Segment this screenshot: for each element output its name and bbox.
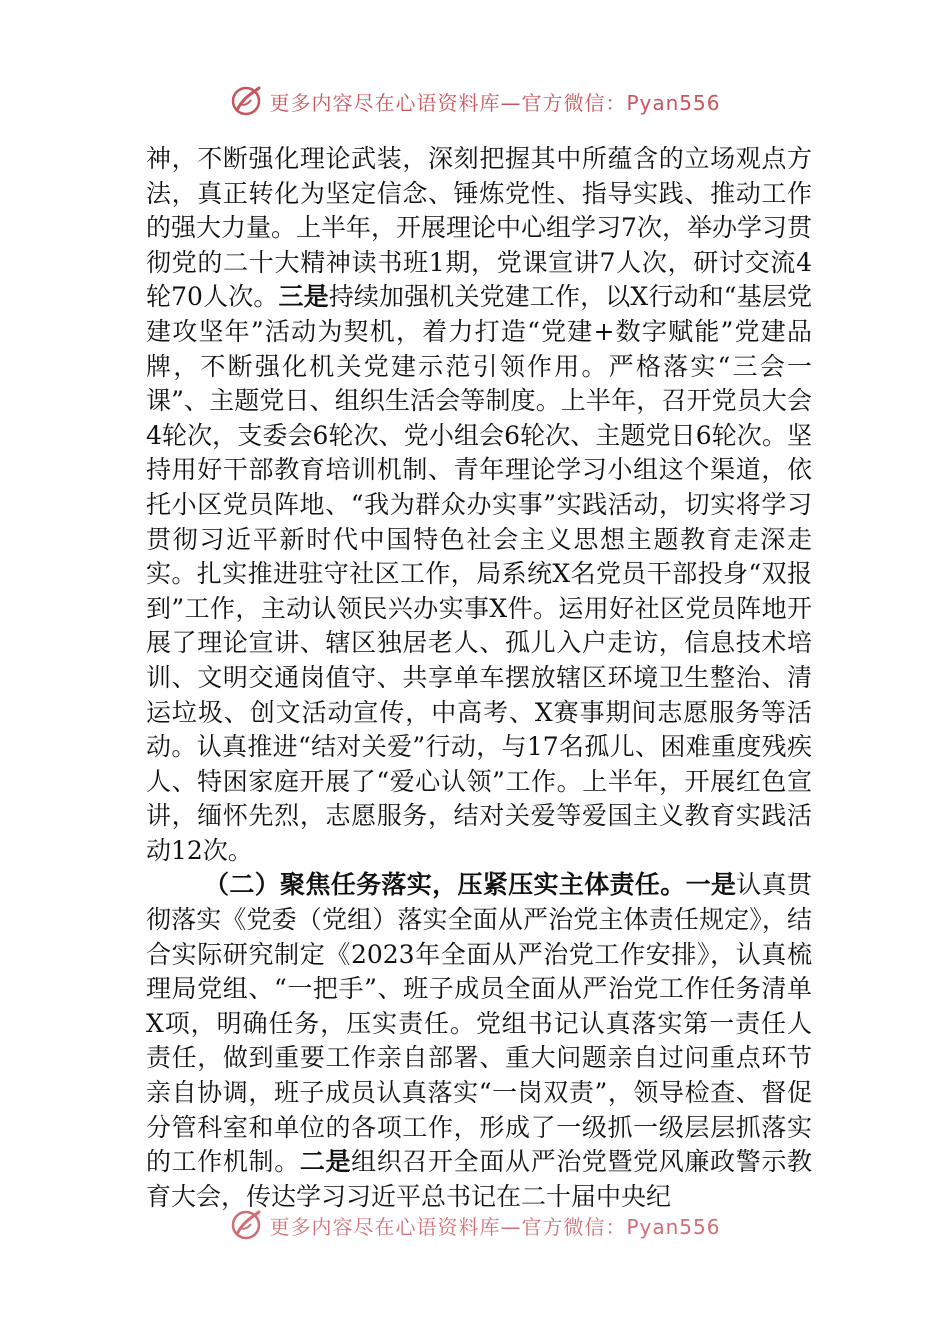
bold-run: 三是 <box>278 282 329 312</box>
watermark-text: 更多内容尽在心语资料库—官方微信：Pyan556 <box>269 90 721 115</box>
watermark-footer <box>0 1208 950 1242</box>
paragraph-2 <box>146 868 812 1214</box>
brush-logo-icon <box>229 84 263 118</box>
text-run: 认真贯彻落实《党委（党组）落实全面从严治党主体责任规定》，结合实际研究制定《2023年全面从严治党工作安排》，认真梳理局党组、“一把手”、班子成员全面从严治党工作任务清单X项，明确任务，压实责任。党组书记认真落实第一责任人责任，做到重要工作亲自部署、重大问题亲自过问重点环节亲自协调，班子成员认真落实“一岗双责”，领导检查、督促分管科室和单位的各项工作，形成了一级抓一级层层抓落实的工作机制。 <box>146 870 812 1177</box>
document-body <box>146 142 812 1214</box>
bold-run: 二是 <box>299 1147 352 1177</box>
watermark-text: 更多内容尽在心语资料库—官方微信：Pyan556 <box>269 1214 721 1239</box>
paragraph-1 <box>146 142 812 868</box>
brush-logo-icon <box>229 1208 263 1242</box>
bold-run: 一是 <box>685 870 737 900</box>
bold-run: （二）聚焦任务落实，压紧压实主体责任。 <box>204 870 686 900</box>
text-run: 神，不断强化理论武装，深刻把握其中所蕴含的立场观点方法，真正转化为坚定信念、锤炼党性、指导实践、推动工作的强大力量。上半年，开展理论中心组学习7次，举办学习贯彻党的二十大精神读书班1期，党课宣讲7人次，研讨交流4轮70人次。 <box>146 144 812 312</box>
text-run: 持续加强机关党建工作，以X行动和“基层党建攻坚年”活动为契机，着力打造“党建+数字赋能”党建品牌，不断强化机关党建示范引领作用。严格落实“三会一课”、主题党日、组织生活会等制度。上半年，召开党员大会4轮次，支委会6轮次、党小组会6轮次、主题党日6轮次。坚持用好干部教育培训机制、青年理论学习小组这个渠道，依托小区党员阵地、“我为群众办实事”实践活动，切实将学习贯彻习近平新时代中国特色社会主义思想主题教育走深走实。扎实推进驻守社区工作，局系统X名党员干部投身“双报到”工作，主动认领民兴办实事X件。运用好社区党员阵地开展了理论宣讲、辖区独居老人、孤儿入户走访，信息技术培训、文明交通岗值守、共享单车摆放辖区环境卫生整治、清运垃圾、创文活动宣传，中高考、X赛事期间志愿服务等活动。认真推进“结对关爱”行动，与17名孤儿、困难重度残疾人、特困家庭开展了“爱心认领”工作。上半年，开展红色宣讲，缅怀先烈，志愿服务，结对关爱等爱国主义教育实践活动12次。 <box>146 282 812 865</box>
watermark-header <box>0 84 950 118</box>
text-run: 组织召开全面从严治党暨党风廉政警示教育大会，传达学习习近平总书记在二十届中央纪 <box>146 1147 812 1211</box>
